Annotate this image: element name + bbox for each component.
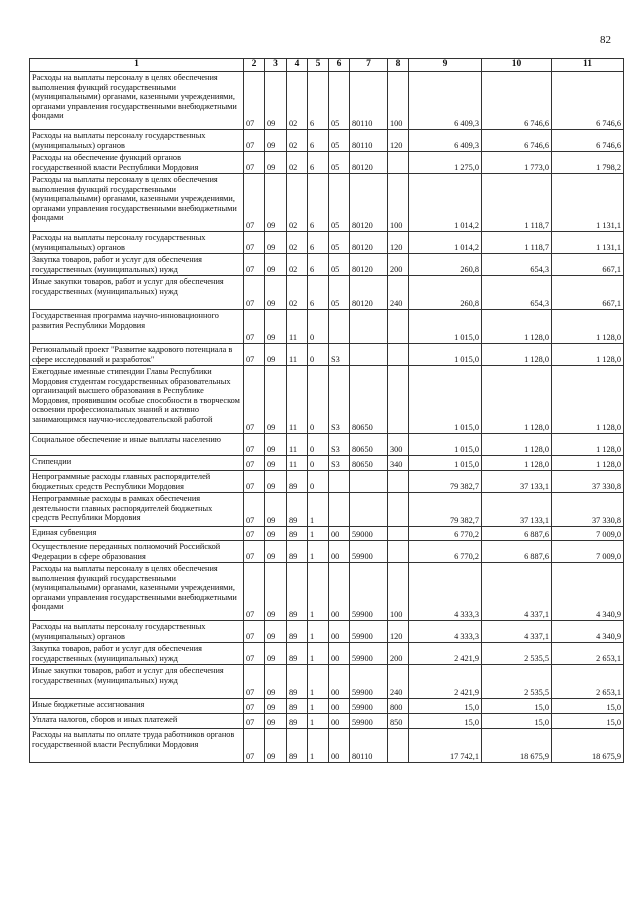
code-cell: 80650: [350, 456, 388, 471]
amount-cell: 1 128,0: [552, 344, 624, 366]
code-cell: 240: [388, 665, 409, 699]
amount-cell: 4 333,3: [409, 621, 482, 643]
code-cell: 09: [265, 621, 287, 643]
amount-cell: 15,0: [409, 699, 482, 714]
code-cell: 00: [329, 714, 350, 729]
column-header: 10: [482, 59, 552, 72]
code-cell: 07: [244, 493, 265, 527]
amount-cell: 667,1: [552, 254, 624, 276]
code-cell: 59900: [350, 621, 388, 643]
amount-cell: 1 275,0: [409, 152, 482, 174]
code-cell: 59900: [350, 699, 388, 714]
row-name-cell: Расходы на выплаты персоналу в целях обеспечения выполнения функций государственными (муниципальными) органами, казенными учреждениями, органами управления государственными внебюджетными фондами: [30, 72, 244, 130]
code-cell: 07: [244, 310, 265, 344]
code-cell: 09: [265, 152, 287, 174]
code-cell: 1: [308, 527, 329, 541]
table-row: [30, 276, 624, 310]
code-cell: 09: [265, 527, 287, 541]
code-cell: 07: [244, 621, 265, 643]
code-cell: 80120: [350, 276, 388, 310]
code-cell: 80120: [350, 254, 388, 276]
row-name-cell: Закупка товаров, работ и услуг для обеспечения государственных (муниципальных) нужд: [30, 254, 244, 276]
row-name-cell: Расходы на выплаты персоналу государственных (муниципальных) органов: [30, 130, 244, 152]
row-name-cell: Уплата налогов, сборов и иных платежей: [30, 714, 244, 729]
code-cell: [350, 471, 388, 493]
code-cell: 1: [308, 643, 329, 665]
code-cell: 1: [308, 729, 329, 763]
code-cell: 05: [329, 152, 350, 174]
amount-cell: 37 330,8: [552, 493, 624, 527]
code-cell: 02: [287, 152, 308, 174]
code-cell: 0: [308, 456, 329, 471]
budget-table: [29, 58, 624, 763]
code-cell: 200: [388, 254, 409, 276]
table-row: [30, 310, 624, 344]
row-name-cell: Расходы на выплаты персоналу в целях обеспечения выполнения функций государственными (муниципальными) органами, казенными учреждениями, органами управления государственными внебюджетными фондами: [30, 563, 244, 621]
code-cell: 0: [308, 434, 329, 456]
code-cell: 80650: [350, 434, 388, 456]
amount-cell: 18 675,9: [482, 729, 552, 763]
code-cell: 59900: [350, 541, 388, 563]
code-cell: 02: [287, 72, 308, 130]
code-cell: 11: [287, 366, 308, 434]
amount-cell: 260,8: [409, 254, 482, 276]
code-cell: 07: [244, 276, 265, 310]
amount-cell: 6 887,6: [482, 527, 552, 541]
amount-cell: 7 009,0: [552, 527, 624, 541]
code-cell: 89: [287, 527, 308, 541]
amount-cell: 1 014,2: [409, 232, 482, 254]
code-cell: 02: [287, 232, 308, 254]
amount-cell: 1 128,0: [482, 366, 552, 434]
code-cell: 09: [265, 563, 287, 621]
amount-cell: 1 128,0: [552, 456, 624, 471]
code-cell: 89: [287, 621, 308, 643]
amount-cell: 79 382,7: [409, 471, 482, 493]
code-cell: 00: [329, 541, 350, 563]
amount-cell: 15,0: [409, 714, 482, 729]
code-cell: 05: [329, 276, 350, 310]
row-name-cell: Единая субвенция: [30, 527, 244, 541]
code-cell: 02: [287, 174, 308, 232]
code-cell: 09: [265, 276, 287, 310]
code-cell: 00: [329, 563, 350, 621]
table-row: [30, 699, 624, 714]
code-cell: 07: [244, 729, 265, 763]
row-name-cell: Ежегодные именные стипендии Главы Республики Мордовия студентам государственных образовательных организаций высшего образования в Республике Мордовия, проявившим особые способности в творческом освоении профессиональных знаний и активно занимающимся научно-исследовательской работой: [30, 366, 244, 434]
code-cell: 300: [388, 434, 409, 456]
row-name-cell: Региональный проект "Развитие кадрового потенциала в сфере исследований и разработок": [30, 344, 244, 366]
code-cell: 09: [265, 699, 287, 714]
code-cell: 100: [388, 72, 409, 130]
code-cell: 89: [287, 471, 308, 493]
code-cell: S3: [329, 434, 350, 456]
amount-cell: 1 015,0: [409, 456, 482, 471]
code-cell: 05: [329, 130, 350, 152]
amount-cell: 6 770,2: [409, 541, 482, 563]
code-cell: 07: [244, 541, 265, 563]
code-cell: 09: [265, 456, 287, 471]
table-row: [30, 152, 624, 174]
table-row: [30, 714, 624, 729]
row-name-cell: Закупка товаров, работ и услуг для обеспечения государственных (муниципальных) нужд: [30, 643, 244, 665]
row-name-cell: Непрограммные расходы главных распорядителей бюджетных средств Республики Мордовия: [30, 471, 244, 493]
amount-cell: 1 128,0: [482, 434, 552, 456]
amount-cell: 37 133,1: [482, 471, 552, 493]
column-header: 4: [287, 59, 308, 72]
code-cell: 800: [388, 699, 409, 714]
code-cell: 09: [265, 665, 287, 699]
code-cell: 0: [308, 310, 329, 344]
code-cell: 05: [329, 72, 350, 130]
amount-cell: 1 015,0: [409, 344, 482, 366]
code-cell: 09: [265, 541, 287, 563]
code-cell: 6: [308, 232, 329, 254]
amount-cell: 6 770,2: [409, 527, 482, 541]
code-cell: 1: [308, 493, 329, 527]
code-cell: 59900: [350, 665, 388, 699]
row-name-cell: Расходы на выплаты персоналу государственных (муниципальных) органов: [30, 232, 244, 254]
code-cell: [388, 493, 409, 527]
amount-cell: 1 015,0: [409, 366, 482, 434]
row-name-cell: Расходы на обеспечение функций органов государственной власти Республики Мордовия: [30, 152, 244, 174]
code-cell: 09: [265, 232, 287, 254]
amount-cell: 1 131,1: [552, 232, 624, 254]
code-cell: 240: [388, 276, 409, 310]
table-row: [30, 729, 624, 763]
code-cell: 07: [244, 527, 265, 541]
table-body: [30, 72, 624, 763]
code-cell: 0: [308, 366, 329, 434]
code-cell: [329, 493, 350, 527]
code-cell: 11: [287, 456, 308, 471]
table-row: [30, 254, 624, 276]
code-cell: 09: [265, 729, 287, 763]
code-cell: 59000: [350, 527, 388, 541]
code-cell: 340: [388, 456, 409, 471]
amount-cell: 79 382,7: [409, 493, 482, 527]
amount-cell: 15,0: [552, 699, 624, 714]
amount-cell: 1 798,2: [552, 152, 624, 174]
code-cell: [388, 471, 409, 493]
code-cell: 89: [287, 714, 308, 729]
amount-cell: 7 009,0: [552, 541, 624, 563]
amount-cell: 260,8: [409, 276, 482, 310]
amount-cell: 6 746,6: [482, 72, 552, 130]
code-cell: 59900: [350, 714, 388, 729]
amount-cell: 15,0: [482, 714, 552, 729]
code-cell: [388, 527, 409, 541]
code-cell: 09: [265, 714, 287, 729]
code-cell: [350, 493, 388, 527]
amount-cell: 2 653,1: [552, 643, 624, 665]
amount-cell: 1 128,0: [552, 310, 624, 344]
amount-cell: 1 118,7: [482, 174, 552, 232]
code-cell: [388, 310, 409, 344]
code-cell: 07: [244, 152, 265, 174]
code-cell: [350, 344, 388, 366]
amount-cell: 2 653,1: [552, 665, 624, 699]
code-cell: 1: [308, 563, 329, 621]
code-cell: 09: [265, 310, 287, 344]
code-cell: 07: [244, 563, 265, 621]
code-cell: 89: [287, 665, 308, 699]
code-cell: 1: [308, 665, 329, 699]
code-cell: 89: [287, 563, 308, 621]
code-cell: 07: [244, 130, 265, 152]
amount-cell: 1 015,0: [409, 310, 482, 344]
code-cell: 07: [244, 434, 265, 456]
column-header: 3: [265, 59, 287, 72]
code-cell: [329, 310, 350, 344]
row-name-cell: Расходы на выплаты персоналу в целях обеспечения выполнения функций государственными (муниципальными) органами, казенными учреждениями, органами управления государственными внебюджетными фондами: [30, 174, 244, 232]
amount-cell: 15,0: [482, 699, 552, 714]
amount-cell: 4 337,1: [482, 563, 552, 621]
code-cell: 09: [265, 130, 287, 152]
column-header: 6: [329, 59, 350, 72]
code-cell: 00: [329, 729, 350, 763]
code-cell: [350, 310, 388, 344]
code-cell: 89: [287, 493, 308, 527]
code-cell: 00: [329, 621, 350, 643]
amount-cell: 17 742,1: [409, 729, 482, 763]
code-cell: 09: [265, 366, 287, 434]
code-cell: 07: [244, 72, 265, 130]
code-cell: 02: [287, 276, 308, 310]
amount-cell: 1 118,7: [482, 232, 552, 254]
code-cell: S3: [329, 344, 350, 366]
row-name-cell: Расходы на выплаты по оплате труда работников органов государственной власти Республики Мордовия: [30, 729, 244, 763]
row-name-cell: Иные закупки товаров, работ и услуг для обеспечения государственных (муниципальных) нужд: [30, 665, 244, 699]
code-cell: 09: [265, 434, 287, 456]
code-cell: 02: [287, 130, 308, 152]
table-row: [30, 665, 624, 699]
amount-cell: 15,0: [552, 714, 624, 729]
amount-cell: 37 133,1: [482, 493, 552, 527]
code-cell: [388, 344, 409, 366]
amount-cell: 2 421,9: [409, 665, 482, 699]
amount-cell: 1 128,0: [552, 434, 624, 456]
row-name-cell: Иные закупки товаров, работ и услуг для обеспечения государственных (муниципальных) нужд: [30, 276, 244, 310]
amount-cell: 4 333,3: [409, 563, 482, 621]
amount-cell: 37 330,8: [552, 471, 624, 493]
code-cell: 850: [388, 714, 409, 729]
column-header: 11: [552, 59, 624, 72]
code-cell: 09: [265, 643, 287, 665]
amount-cell: 1 128,0: [552, 366, 624, 434]
row-name-cell: Расходы на выплаты персоналу государственных (муниципальных) органов: [30, 621, 244, 643]
table-row: [30, 72, 624, 130]
amount-cell: 6 887,6: [482, 541, 552, 563]
table-row: [30, 541, 624, 563]
code-cell: 100: [388, 174, 409, 232]
row-name-cell: Непрограммные расходы в рамках обеспечения деятельности главных распорядителей бюджетных средств Республики Мордовия: [30, 493, 244, 527]
code-cell: 80120: [350, 232, 388, 254]
code-cell: 09: [265, 493, 287, 527]
code-cell: 200: [388, 643, 409, 665]
code-cell: 07: [244, 665, 265, 699]
code-cell: 11: [287, 310, 308, 344]
row-name-cell: Государственная программа научно-инновационного развития Республики Мордовия: [30, 310, 244, 344]
column-header: 2: [244, 59, 265, 72]
column-header: 5: [308, 59, 329, 72]
amount-cell: 6 409,3: [409, 130, 482, 152]
table-row: [30, 366, 624, 434]
code-cell: 00: [329, 699, 350, 714]
code-cell: 09: [265, 72, 287, 130]
code-cell: S3: [329, 456, 350, 471]
code-cell: [329, 471, 350, 493]
code-cell: 00: [329, 527, 350, 541]
code-cell: 07: [244, 699, 265, 714]
amount-cell: 6 746,6: [552, 72, 624, 130]
amount-cell: 4 340,9: [552, 621, 624, 643]
code-cell: 6: [308, 130, 329, 152]
code-cell: 80110: [350, 130, 388, 152]
code-cell: 59900: [350, 563, 388, 621]
code-cell: 09: [265, 344, 287, 366]
code-cell: 120: [388, 621, 409, 643]
code-cell: 6: [308, 254, 329, 276]
code-cell: 89: [287, 729, 308, 763]
table-row: [30, 130, 624, 152]
code-cell: 07: [244, 254, 265, 276]
code-cell: 80120: [350, 174, 388, 232]
code-cell: 00: [329, 665, 350, 699]
code-cell: 6: [308, 152, 329, 174]
table-row: [30, 621, 624, 643]
code-cell: 05: [329, 174, 350, 232]
amount-cell: 1 131,1: [552, 174, 624, 232]
code-cell: 59900: [350, 643, 388, 665]
code-cell: 05: [329, 232, 350, 254]
code-cell: [388, 729, 409, 763]
code-cell: 07: [244, 366, 265, 434]
code-cell: 00: [329, 643, 350, 665]
code-cell: 1: [308, 699, 329, 714]
code-cell: 89: [287, 699, 308, 714]
amount-cell: 4 337,1: [482, 621, 552, 643]
code-cell: 80120: [350, 152, 388, 174]
code-cell: 11: [287, 344, 308, 366]
code-cell: 07: [244, 714, 265, 729]
table-row: [30, 344, 624, 366]
row-name-cell: Иные бюджетные ассигнования: [30, 699, 244, 714]
code-cell: 6: [308, 276, 329, 310]
amount-cell: 18 675,9: [552, 729, 624, 763]
code-cell: 07: [244, 643, 265, 665]
page-number: 82: [600, 34, 611, 46]
code-cell: 6: [308, 72, 329, 130]
code-cell: 80110: [350, 72, 388, 130]
code-cell: 100: [388, 563, 409, 621]
code-cell: 6: [308, 174, 329, 232]
code-cell: 07: [244, 232, 265, 254]
table-row: [30, 232, 624, 254]
column-header: 8: [388, 59, 409, 72]
table-row: [30, 527, 624, 541]
column-header: 9: [409, 59, 482, 72]
table-row: [30, 434, 624, 456]
code-cell: S3: [329, 366, 350, 434]
code-cell: 120: [388, 130, 409, 152]
code-cell: 89: [287, 643, 308, 665]
code-cell: 89: [287, 541, 308, 563]
header-row: [30, 59, 624, 72]
code-cell: 09: [265, 254, 287, 276]
row-name-cell: Осуществление переданных полномочий Российской Федерации в сфере образования: [30, 541, 244, 563]
code-cell: 0: [308, 471, 329, 493]
amount-cell: 654,3: [482, 254, 552, 276]
table-row: [30, 563, 624, 621]
code-cell: 80110: [350, 729, 388, 763]
amount-cell: 1 773,0: [482, 152, 552, 174]
amount-cell: 1 128,0: [482, 456, 552, 471]
table-row: [30, 456, 624, 471]
code-cell: 02: [287, 254, 308, 276]
amount-cell: 6 409,3: [409, 72, 482, 130]
code-cell: [388, 541, 409, 563]
code-cell: 1: [308, 621, 329, 643]
column-header: 1: [30, 59, 244, 72]
code-cell: 05: [329, 254, 350, 276]
code-cell: 07: [244, 174, 265, 232]
code-cell: 80650: [350, 366, 388, 434]
amount-cell: 2 535,5: [482, 665, 552, 699]
row-name-cell: Социальное обеспечение и иные выплаты населению: [30, 434, 244, 456]
amount-cell: 654,3: [482, 276, 552, 310]
table-row: [30, 174, 624, 232]
amount-cell: 2 535,5: [482, 643, 552, 665]
code-cell: 07: [244, 344, 265, 366]
amount-cell: 1 014,2: [409, 174, 482, 232]
amount-cell: 4 340,9: [552, 563, 624, 621]
code-cell: 11: [287, 434, 308, 456]
amount-cell: 6 746,6: [482, 130, 552, 152]
code-cell: 120: [388, 232, 409, 254]
table-row: [30, 643, 624, 665]
amount-cell: 667,1: [552, 276, 624, 310]
table-row: [30, 493, 624, 527]
code-cell: 1: [308, 541, 329, 563]
amount-cell: 1 128,0: [482, 310, 552, 344]
column-header: 7: [350, 59, 388, 72]
code-cell: 0: [308, 344, 329, 366]
code-cell: 07: [244, 471, 265, 493]
row-name-cell: Стипендии: [30, 456, 244, 471]
code-cell: 07: [244, 456, 265, 471]
table-row: [30, 471, 624, 493]
code-cell: 1: [308, 714, 329, 729]
amount-cell: 6 746,6: [552, 130, 624, 152]
amount-cell: 2 421,9: [409, 643, 482, 665]
code-cell: [388, 366, 409, 434]
amount-cell: 1 128,0: [482, 344, 552, 366]
code-cell: [388, 152, 409, 174]
code-cell: 09: [265, 471, 287, 493]
amount-cell: 1 015,0: [409, 434, 482, 456]
code-cell: 09: [265, 174, 287, 232]
